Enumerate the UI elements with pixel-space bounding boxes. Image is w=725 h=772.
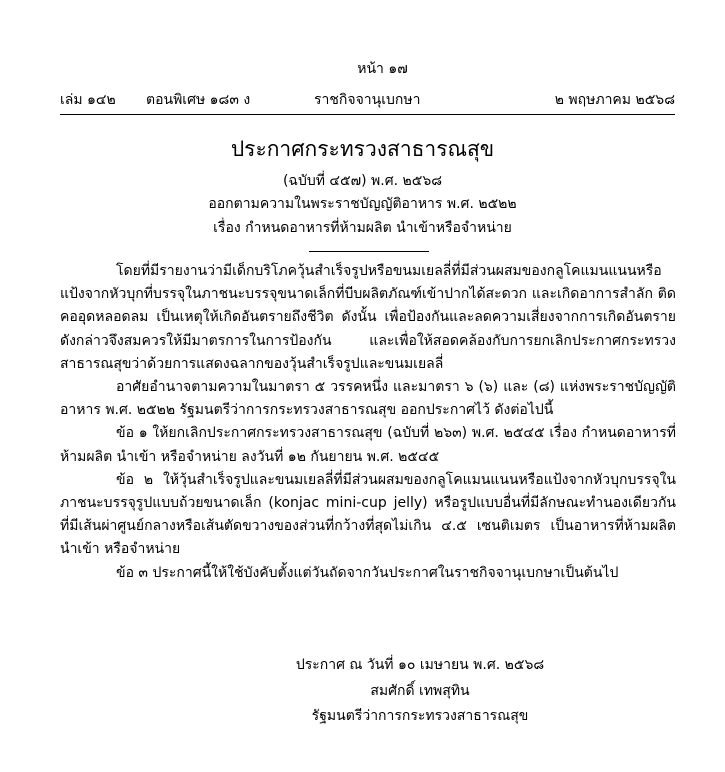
gazette-name: ราชกิจจานุเบกษา (314, 92, 421, 108)
document-title: ประกาศกระทรวงสาธารณสุข (230, 137, 495, 161)
edition-line: (ฉบับที่ ๔๕๗) พ.ศ. ๒๕๖๘ (282, 173, 443, 189)
preamble-paragraph: โดยที่มีรายงานว่ามีเด็กบริโภควุ้นสำเร็จรูปหรือขนมเยลลี่ที่มีส่วนผสมของกลูโคแมนแนนหรือแป้งจากหัวบุกที่บรรจุในภาชนะบรรจุขนาดเล็กที่บีบผลิตภัณฑ์เข้าปากได้สะดวก และเกิดอาการสำลัก ติดคออุดหลอดลม เป็นเหตุให้เกิดอันตรายถึงชีวิต ดังนั้น เพื่อป้องกันและลดความเสี่ยงจากการเกิดอันตรายดังกล่าวจึงสมควรให้มีมาตรการในการป้องกัน และเพื่อให้สอดคล้องกับการยกเลิกประกาศกระทรวงสาธารณสุขว่าด้วยการแสดงฉลากของวุ้นสำเร็จรูปและขนมเยลลี่ (60, 263, 676, 372)
title-separator (309, 251, 429, 252)
signatory-name: สมศักดิ์ เทพสุทิน (370, 683, 470, 699)
signatory-position: รัฐมนตรีว่าการกระทรวงสาธารณสุข (311, 708, 529, 724)
gazette-header (60, 89, 675, 109)
clause-3: ข้อ ๓ ประกาศนี้ให้ใช้บังคับตั้งแต่วันถัดจากวันประกาศในราชกิจจานุเบกษาเป็นต้นไป (116, 564, 619, 581)
issue-label: ตอนพิเศษ ๑๘๓ ง (146, 92, 251, 108)
clause-2: ข้อ ๒ ให้วุ้นสำเร็จรูปและขนมเยลลี่ที่มีส่วนผสมของกลูโคแมนแนนหรือแป้งจากหัวบุกบรรจุในภาชนะบรรจุรูปแบบถ้วยขนาดเล็ก (konjac mini-cup jelly) หรือรูปแบบอื่นที่มีลักษณะทำนองเดียวกัน ที่มีเส้นผ่าศูนย์กลางหรือเส้นตัดขวางของส่วนที่กว้างที่สุดไม่เกิน ๔.๕ เซนติเมตร เป็นอาหารที่ห้ามผลิต นำเข้า หรือจำหน่าย (60, 471, 676, 558)
clause-1: ข้อ ๑ ให้ยกเลิกประกาศกระทรวงสาธารณสุข (ฉบับที่ ๒๖๓) พ.ศ. ๒๕๔๕ เรื่อง กำหนดอาหารที่ห้ามผลิต นำเข้า หรือจำหน่าย ลงวันที่ ๑๒ กันยายน พ.ศ. ๒๕๔๕ (60, 425, 676, 465)
authority-line: ออกตามความในพระราชบัญญัติอาหาร พ.ศ. ๒๕๒๒ (208, 196, 517, 212)
header-divider (60, 114, 675, 115)
authority-paragraph: อาศัยอำนาจตามความในมาตรา ๕ วรรคหนึ่ง และมาตรา ๖ (๖) และ (๘) แห่งพระราชบัญญัติอาหาร พ.ศ. ๒๕๒๒ รัฐมนตรีว่าการกระทรวงสาธารณสุข ออกประกาศไว้ ดังต่อไปนี้ (60, 379, 676, 419)
publication-date: ๒ พฤษภาคม ๒๕๖๘ (554, 92, 675, 108)
page-number: หน้า ๑๗ (357, 61, 408, 77)
announcement-date: ประกาศ ณ วันที่ ๑๐ เมษายน พ.ศ. ๒๕๖๘ (295, 657, 545, 673)
document-body (60, 260, 676, 585)
volume-label: เล่ม ๑๔๒ (60, 92, 116, 108)
subject-line: เรื่อง กำหนดอาหารที่ห้ามผลิต นำเข้าหรือจำหน่าย (213, 220, 512, 236)
